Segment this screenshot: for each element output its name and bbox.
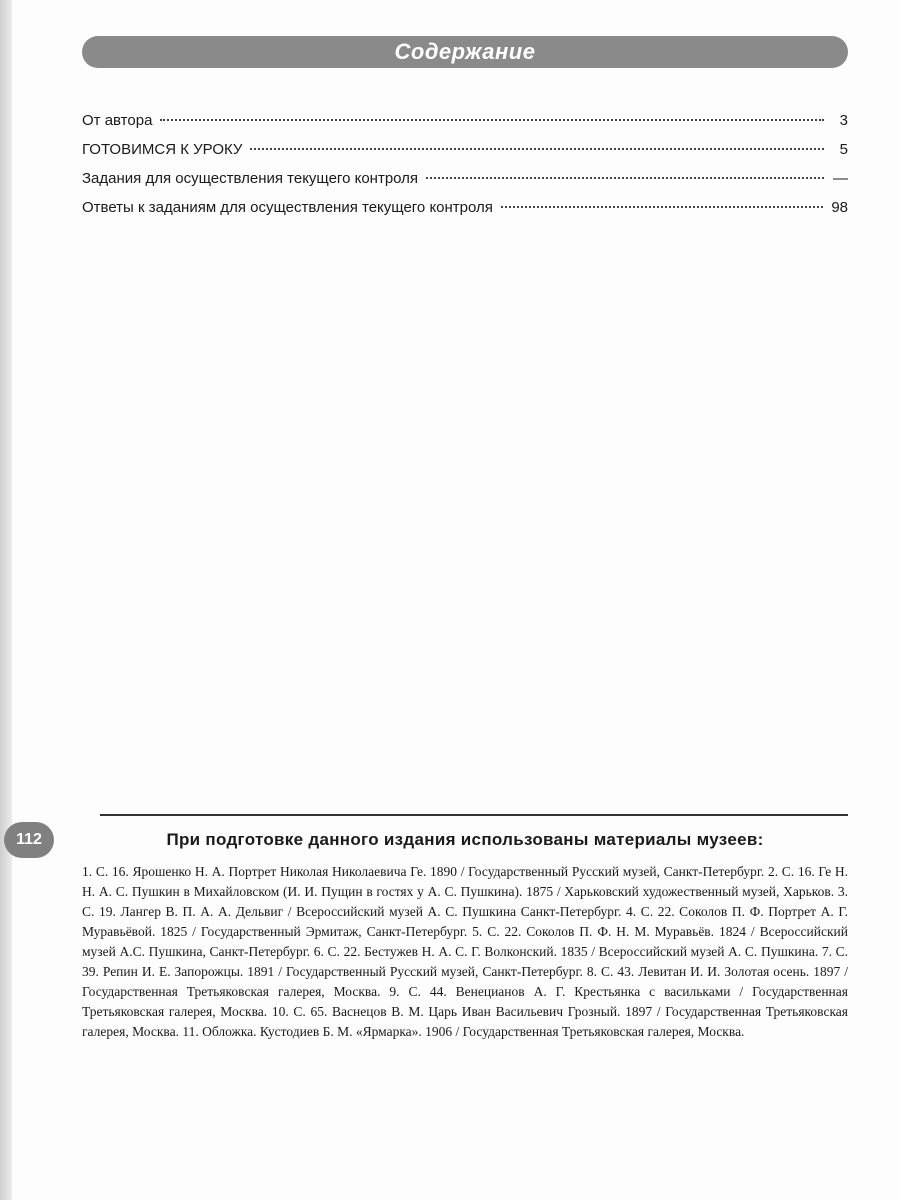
- page-title: Содержание: [394, 39, 536, 64]
- toc-leader-dots: [426, 177, 824, 179]
- toc-item[interactable]: [82, 141, 848, 170]
- toc-item-label: Ответы к заданиям для осуществления текущего контроля: [82, 199, 493, 216]
- toc-item-page: —: [833, 170, 848, 187]
- toc-item[interactable]: [82, 112, 848, 141]
- page-number-badge: 112: [4, 822, 54, 858]
- sources-list: 1. С. 16. Ярошенко Н. А. Портрет Николая Николаевича Ге. 1890 / Государственный Русский музей, Санкт-Петербург. 2. С. 16. Ге Н. Н. А. С. Пушкин в Михайловском (И. И. Пущин в гостях у А. С. Пушкина). 1875 / Харьковский художественный музей, Харьков. 3. С. 19. Лангер В. П. А. А. Дельвиг / Всероссийский музей А. С. Пушкина Санкт-Петербург. 4. С. 22. Соколов П. Ф. Портрет А. Г. Муравьёвой. 1825 / Государственный Эрмитаж, Санкт-Петербург. 5. С. 22. Соколов П. Ф. Н. М. Муравьёв. 1824 / Всероссийский музей А.С. Пушкина, Санкт-Петербург. 6. С. 22. Бестужев Н. А. С. Г. Волконский. 1835 / Всероссийский музей А. С. Пушкина. 7. С. 39. Репин И. Е. Запорожцы. 1891 / Государственный Русский музей, Санкт-Петербург. 8. С. 43. Левитан И. И. Золотая осень. 1897 / Государственная Третьяковская галерея, Москва. 9. С. 44. Венецианов А. Г. Крестьянка с васильками / Государственная Третьяковская галерея, Москва. 10. С. 65. Васнецов В. М. Царь Иван Васильевич Грозный. 1897 / Государственная Третьяковская галерея, Москва. 11. Обложка. Кустодиев Б. М. «Ярмарка». 1906 / Государственная Третьяковская галерея, Москва.: [82, 864, 848, 1039]
- toc-item-label: От автора: [82, 112, 153, 129]
- toc-leader-dots: [501, 206, 823, 208]
- toc-item-label: ГОТОВИМСЯ К УРОКУ: [82, 141, 243, 158]
- toc-item-label: Задания для осуществления текущего контроля: [82, 170, 419, 187]
- toc-leader-dots: [250, 148, 824, 150]
- toc-item-page: 98: [831, 199, 848, 216]
- section-divider: [100, 814, 848, 816]
- toc-item-page: 3: [839, 112, 848, 129]
- table-of-contents: [82, 112, 848, 228]
- toc-item-page: 5: [839, 141, 848, 158]
- page-edge-shadow: [0, 0, 12, 1200]
- toc-header: [82, 36, 848, 68]
- sources-heading: При подготовке данного издания использованы материалы музеев:: [166, 830, 764, 849]
- toc-leader-dots: [160, 119, 824, 121]
- toc-item[interactable]: [82, 199, 848, 228]
- toc-item[interactable]: [82, 170, 848, 199]
